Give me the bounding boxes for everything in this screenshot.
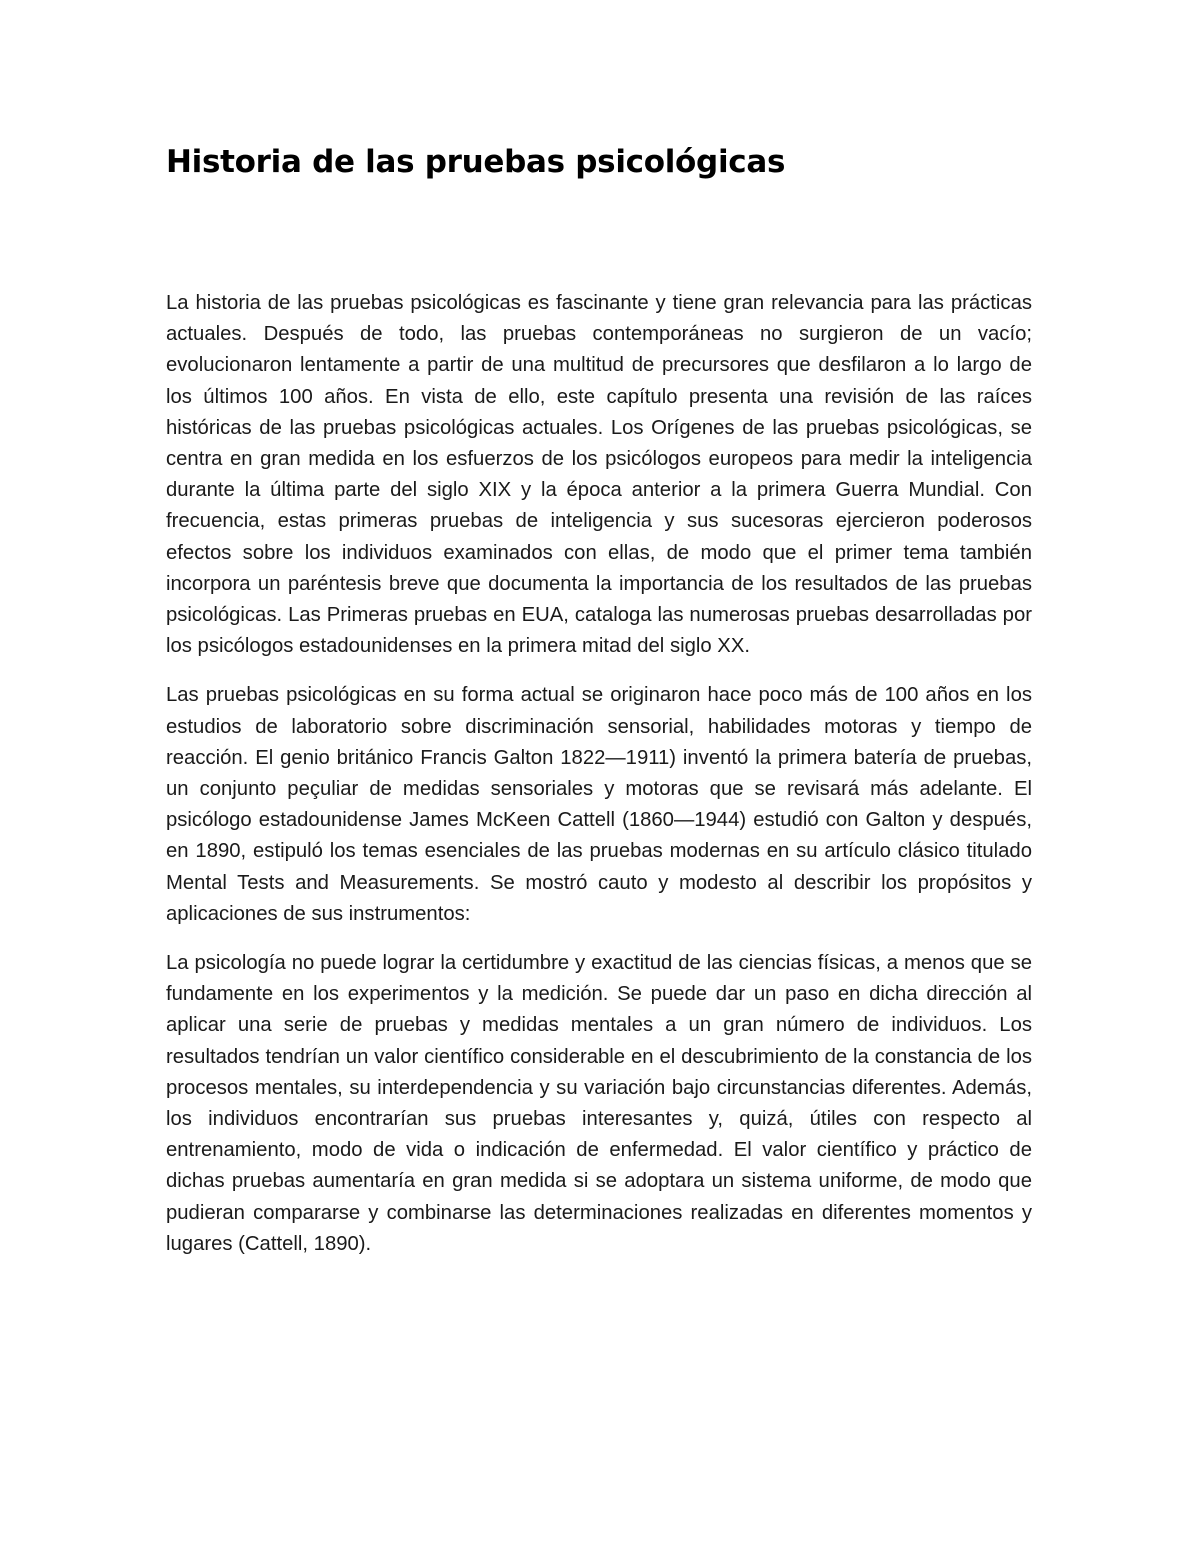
document-body	[166, 288, 1032, 1260]
paragraph-3-quote: La psicología no puede lograr la certidumbre y exactitud de las ciencias físicas, a menos que se fundamente en los experimentos y la medición. Se puede dar un paso en dicha dirección al aplicar una serie de pruebas y medidas mentales a un gran número de individuos. Los resultados tendrían un valor científico considerable en el descubrimiento de la constancia de los procesos mentales, su interdependencia y su variación bajo circunstancias diferentes. Además, los individuos encontrarían sus pruebas interesantes y, quizá, útiles con respecto al entrenamiento, modo de vida o indicación de enfermedad. El valor científico y práctico de dichas pruebas aumentaría en gran medida si se adoptara un sistema uniforme, de modo que pudieran compararse y combinarse las determinaciones realizadas en diferentes momentos y lugares (Cattell, 1890).	[166, 952, 1032, 1255]
document-title: Historia de las pruebas psicológicas	[166, 144, 786, 180]
paragraph-2: Las pruebas psicológicas en su forma actual se originaron hace poco más de 100 años en los estudios de laboratorio sobre discriminación sensorial, habilidades motoras y tiempo de reacción. El genio británico Francis Galton 1822—1911) inventó la primera batería de pruebas, un conjunto peçuliar de medidas sensoriales y motoras que se revisará más adelante. El psicólogo estadounidense James McKeen Cattell (1860—1944) estudió con Galton y después, en 1890, estipuló los temas esenciales de las pruebas modernas en su artículo clásico titulado Mental Tests and Measurements. Se mostró cauto y modesto al describir los propósitos y aplicaciones de sus instrumentos:	[166, 684, 1032, 925]
paragraph-1: La historia de las pruebas psicológicas es fascinante y tiene gran relevancia para las prácticas actuales. Después de todo, las pruebas contemporáneas no surgieron de un vacío; evolucionaron lentamente a partir de una multitud de precursores que desfilaron a lo largo de los últimos 100 años. En vista de ello, este capítulo presenta una revisión de las raíces históricas de las pruebas psicológicas actuales. Los Orígenes de las pruebas psicológicas, se centra en gran medida en los esfuerzos de los psicólogos europeos para medir la inteligencia durante la última parte del siglo XIX y la época anterior a la primera Guerra Mundial. Con frecuencia, estas primeras pruebas de inteligencia y sus sucesoras ejercieron poderosos efectos sobre los individuos examinados con ellas, de modo que el primer tema también incorpora un paréntesis breve que documenta la importancia de los resultados de las pruebas psicológicas. Las Primeras pruebas en EUA, cataloga las numerosas pruebas desarrolladas por los psicólogos estadounidenses en la primera mitad del siglo XX.	[166, 292, 1032, 658]
document-content	[166, 140, 1032, 1278]
